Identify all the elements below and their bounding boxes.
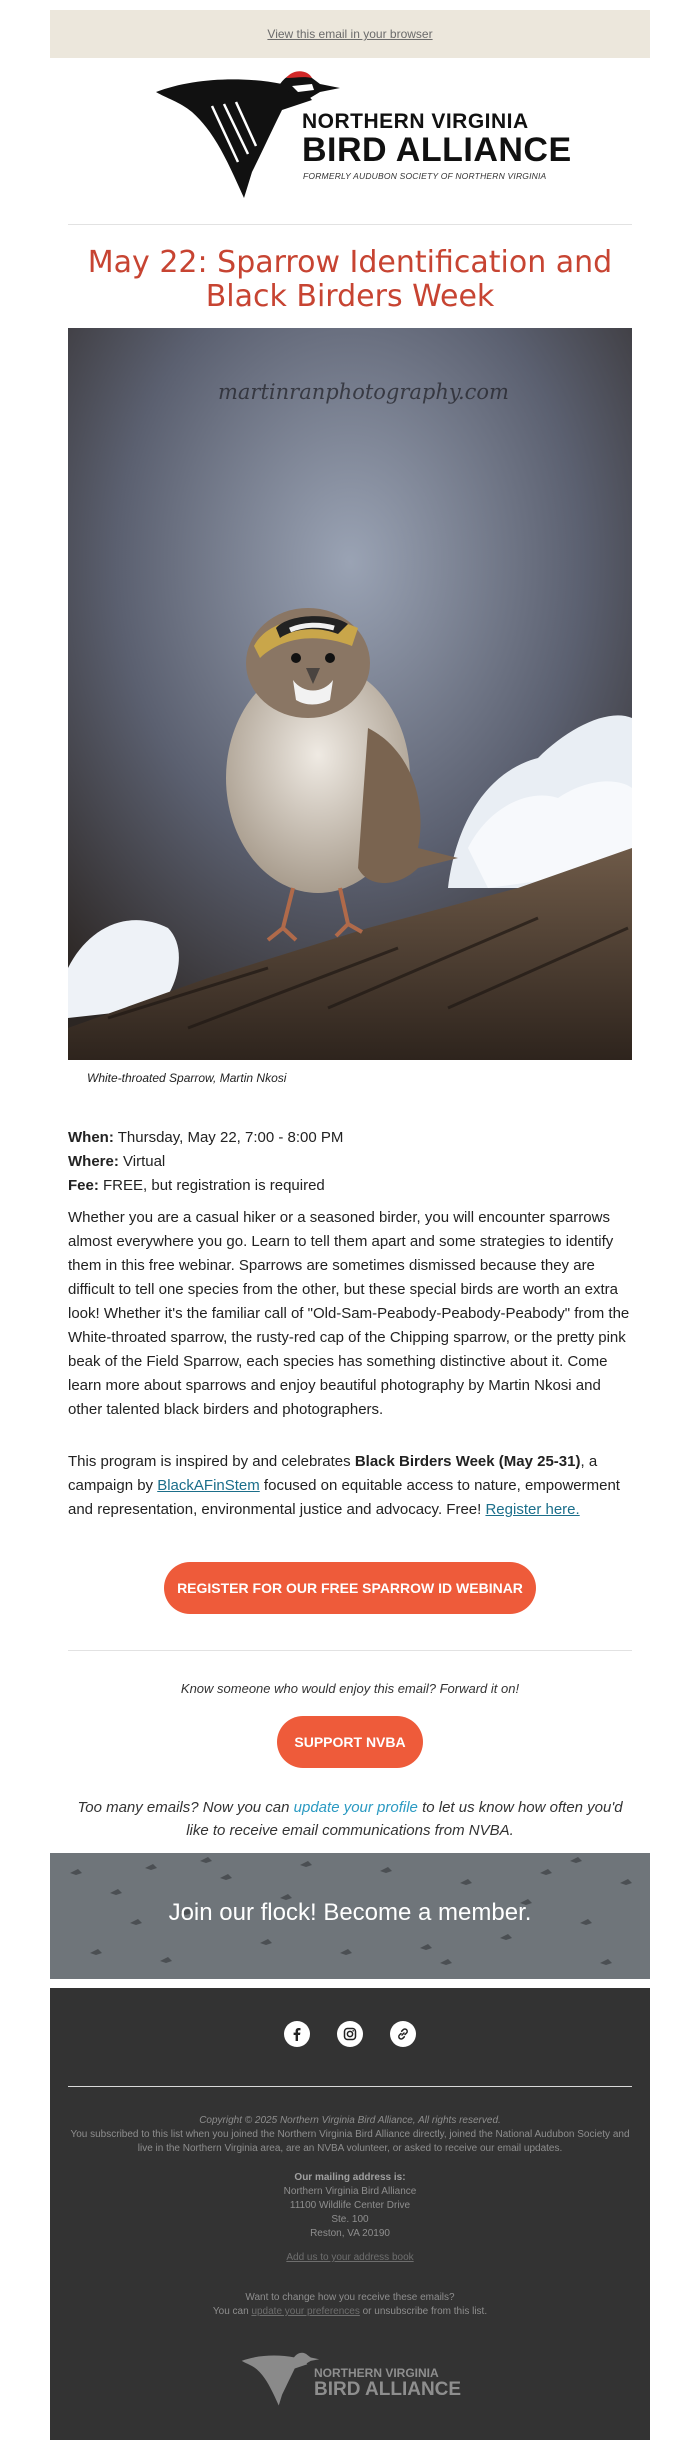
event-title: May 22: Sparrow Identification and Black Birders Week xyxy=(87,245,613,314)
mailing-address-label: Our mailing address is: xyxy=(294,2172,406,2183)
fee-row xyxy=(68,1174,632,1198)
nvba-logo xyxy=(152,70,572,200)
event-description: Whether you are a casual hiker or a seasoned birder, you will encounter sparrows almost everywhere you go. Learn to tell them apart and some strategies to identify them in this free webinar. Sparrows are sometimes dismissed because they are difficult to tell one species from the other, but these special birds are worth an extra look! Whether it's the familiar call of "Old-Sam-Peabody-Peabody-Peabody" from the White-throated sparrow, the rusty-red cap of the Chipping sparrow, or the pretty pink beak of the Field Sparrow, each species has something distinctive about it. Come learn more about sparrows and enjoy beautiful photography by Martin Nkosi and other talented black birders and photographers. xyxy=(68,1209,630,1418)
preferences-suffix: to let us know how often you'd like to receive email communications from NVBA. xyxy=(186,1799,623,1839)
update-preferences-link[interactable]: update your preferences xyxy=(251,2306,360,2317)
address-line-1: Northern Virginia Bird Alliance xyxy=(283,2186,417,2197)
woodpecker-footer-logo-icon xyxy=(240,2346,320,2412)
update-profile-link[interactable]: update your profile xyxy=(293,1799,418,1816)
preheader-bar xyxy=(50,10,650,58)
preferences-prefix: Too many emails? Now you can xyxy=(77,1799,294,1816)
fee-value: FREE, but registration is required xyxy=(98,1177,325,1194)
change-preferences-block xyxy=(50,2291,650,2319)
link-icon[interactable] xyxy=(390,2021,416,2047)
instagram-icon[interactable] xyxy=(337,2021,363,2047)
event-details xyxy=(68,1126,632,1198)
register-webinar-button[interactable]: REGISTER FOR OUR FREE SPARROW ID WEBINAR xyxy=(164,1562,536,1614)
footer-logo xyxy=(240,2346,460,2416)
sparrow-photo xyxy=(68,328,632,1060)
inspired-prefix: This program is inspired by and celebrates xyxy=(68,1453,355,1470)
footer-logo-line1: NORTHERN VIRGINIA xyxy=(314,2366,439,2380)
view-in-browser-link[interactable]: View this email in your browser xyxy=(267,27,433,41)
inspired-mid2: focused on equitable access to nature, empowerment and representation, environmental justice and advocacy. Free! xyxy=(68,1477,620,1518)
when-row xyxy=(68,1126,632,1150)
footer xyxy=(50,1988,650,2440)
address-line-2: 11100 Wildlife Center Drive xyxy=(289,2200,411,2211)
header-divider xyxy=(68,224,632,225)
footer-divider xyxy=(68,2086,632,2087)
address-line-3: Ste. 100 xyxy=(331,2214,369,2225)
mailing-address-block xyxy=(50,2171,650,2241)
membership-banner[interactable] xyxy=(50,1853,650,1979)
inspired-paragraph xyxy=(68,1450,632,1522)
change-prompt: Want to change how you receive these emails? xyxy=(245,2292,455,2303)
when-label: When: xyxy=(68,1129,114,1146)
register-here-link[interactable]: Register here. xyxy=(485,1501,580,1518)
content-divider xyxy=(68,1650,632,1651)
email-preferences-text xyxy=(68,1796,632,1842)
where-row xyxy=(68,1150,632,1174)
you-can-text: You can xyxy=(212,2306,252,2317)
photo-caption: White-throated Sparrow, Martin Nkosi xyxy=(87,1071,287,1085)
copyright-text: Copyright © 2025 Northern Virginia Bird Alliance, All rights reserved. xyxy=(199,2115,501,2126)
subscription-note: You subscribed to this list when you joined the Northern Virginia Bird Alliance directly, joined the National Audubon Society and live in the Northern Virginia area, are an NVBA volunteer, or asked to receive our email updates. xyxy=(70,2129,630,2154)
blackafinstem-link[interactable]: BlackAFinStem xyxy=(157,1477,260,1494)
support-nvba-button[interactable]: SUPPORT NVBA xyxy=(277,1716,423,1768)
inspired-mid1: , a campaign by xyxy=(68,1453,598,1494)
photo-watermark: martinranphotography.com xyxy=(218,380,509,404)
logo-title-line2: BIRD ALLIANCE xyxy=(302,131,572,169)
when-value: Thursday, May 22, 7:00 - 8:00 PM xyxy=(113,1129,344,1146)
where-label: Where: xyxy=(68,1153,119,1170)
fee-label: Fee: xyxy=(68,1177,99,1194)
address-line-4: Reston, VA 20190 xyxy=(310,2228,390,2239)
facebook-icon[interactable] xyxy=(284,2021,310,2047)
add-address-book-link[interactable]: Add us to your address book xyxy=(286,2252,414,2263)
membership-banner-text: Join our flock! Become a member. xyxy=(168,1899,532,1926)
sparrow-image xyxy=(68,328,632,1060)
logo-title-line1: NORTHERN VIRGINIA xyxy=(302,110,529,133)
black-birders-week-text: Black Birders Week (May 25-31) xyxy=(354,1453,581,1470)
forward-text: Know someone who would enjoy this email? Forward it on! xyxy=(180,1681,520,1696)
footer-logo-line2: BIRD ALLIANCE xyxy=(314,2379,462,2400)
address-book-row xyxy=(50,2251,650,2265)
unsubscribe-text: or unsubscribe from this list. xyxy=(359,2306,488,2317)
where-value: Virtual xyxy=(118,1153,166,1170)
logo-subtitle: FORMERLY AUDUBON SOCIETY OF NORTHERN VIRGINIA xyxy=(303,171,547,181)
